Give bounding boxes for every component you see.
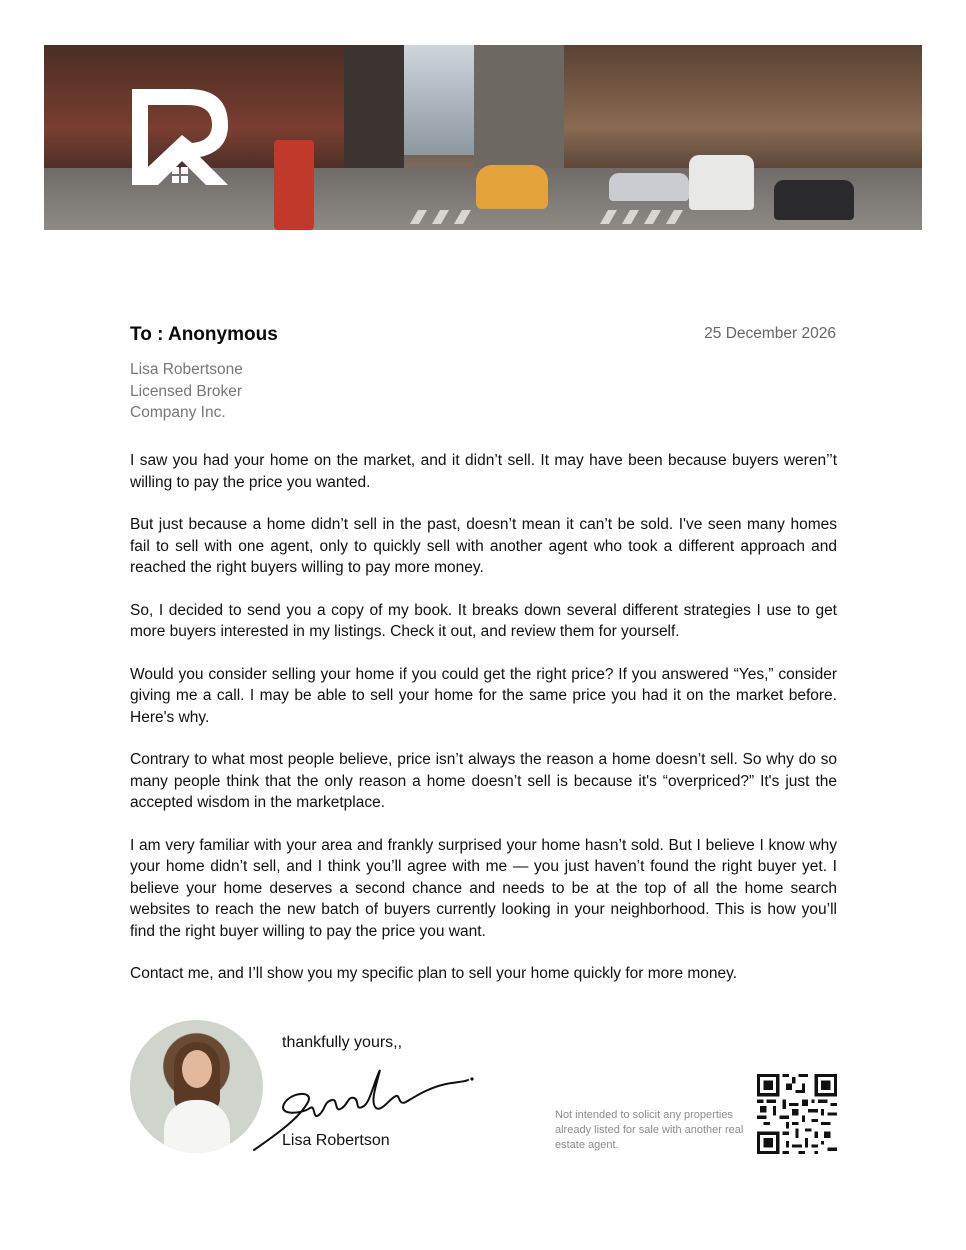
- letter-paragraph: Would you consider selling your home if you could get the right price? If you answered “Yes,” consider giving me a call. I may be able to sell your home for the same price you had it on the market before. Here's why.: [130, 665, 837, 726]
- letter-paragraph: So, I decided to send you a copy of my book. It breaks down several different strategies I use to get more buyers interested in my listings. Check it out, and review them for yourself.: [130, 601, 837, 640]
- letter-paragraph: Contact me, and I’ll show you my specific plan to sell your home quickly for more money.: [130, 965, 738, 982]
- taxi-image: [476, 165, 548, 209]
- recipient-title: To : Anonymous: [130, 324, 278, 345]
- signer-name: Lisa Robertson: [282, 1132, 390, 1149]
- sender-role: Licensed Broker: [130, 382, 243, 400]
- disclaimer-text: Not intended to solicit any properties already listed for sale with another real estate agent.: [555, 1109, 744, 1151]
- sender-name: Lisa Robertsone: [130, 361, 243, 378]
- letter-body: [130, 450, 837, 1006]
- letter-paragraph: I am very familiar with your area and frankly surprised your home hasn’t sold. But I believe I know why your home didn’t sell, and I think you’ll agree with me — you just haven’t found the right buyer yet. I believe your home deserves a second chance and needs to be at the top of all the home search websites to reach the new batch of buyers currently looking in your neighborhood. This is how you’ll find the right buyer willing to pay the price you want.: [130, 836, 837, 940]
- sender-company: Company Inc.: [130, 404, 226, 421]
- qr-code-icon: [757, 1074, 837, 1154]
- letter-paragraph: I saw you had your home on the market, and it didn’t sell. It may have been because buyers weren’’t willing to pay the price you wanted.: [130, 452, 837, 491]
- letter-date: 25 December 2026: [704, 325, 836, 342]
- sender-block: [130, 359, 243, 424]
- letter-paragraph: But just because a home didn’t sell in the past, doesn’t mean it can’t be sold. I've seen many homes fail to sell with one agent, only to quickly sell with another agent who took a different approach and reached the right buyers willing to pay more money.: [130, 516, 837, 576]
- closing-text: thankfully yours,,: [282, 1034, 403, 1051]
- house-logo-icon: [128, 85, 238, 195]
- header-banner-image: [44, 45, 922, 230]
- letter-paragraph: Contrary to what most people believe, price isn’t always the reason a home doesn’t sell. So why do so many people think that the only reason a home doesn’t sell is because it's “overpriced?” It's just the accepted wisdom in the marketplace.: [130, 751, 837, 811]
- agent-photo: [130, 1020, 263, 1153]
